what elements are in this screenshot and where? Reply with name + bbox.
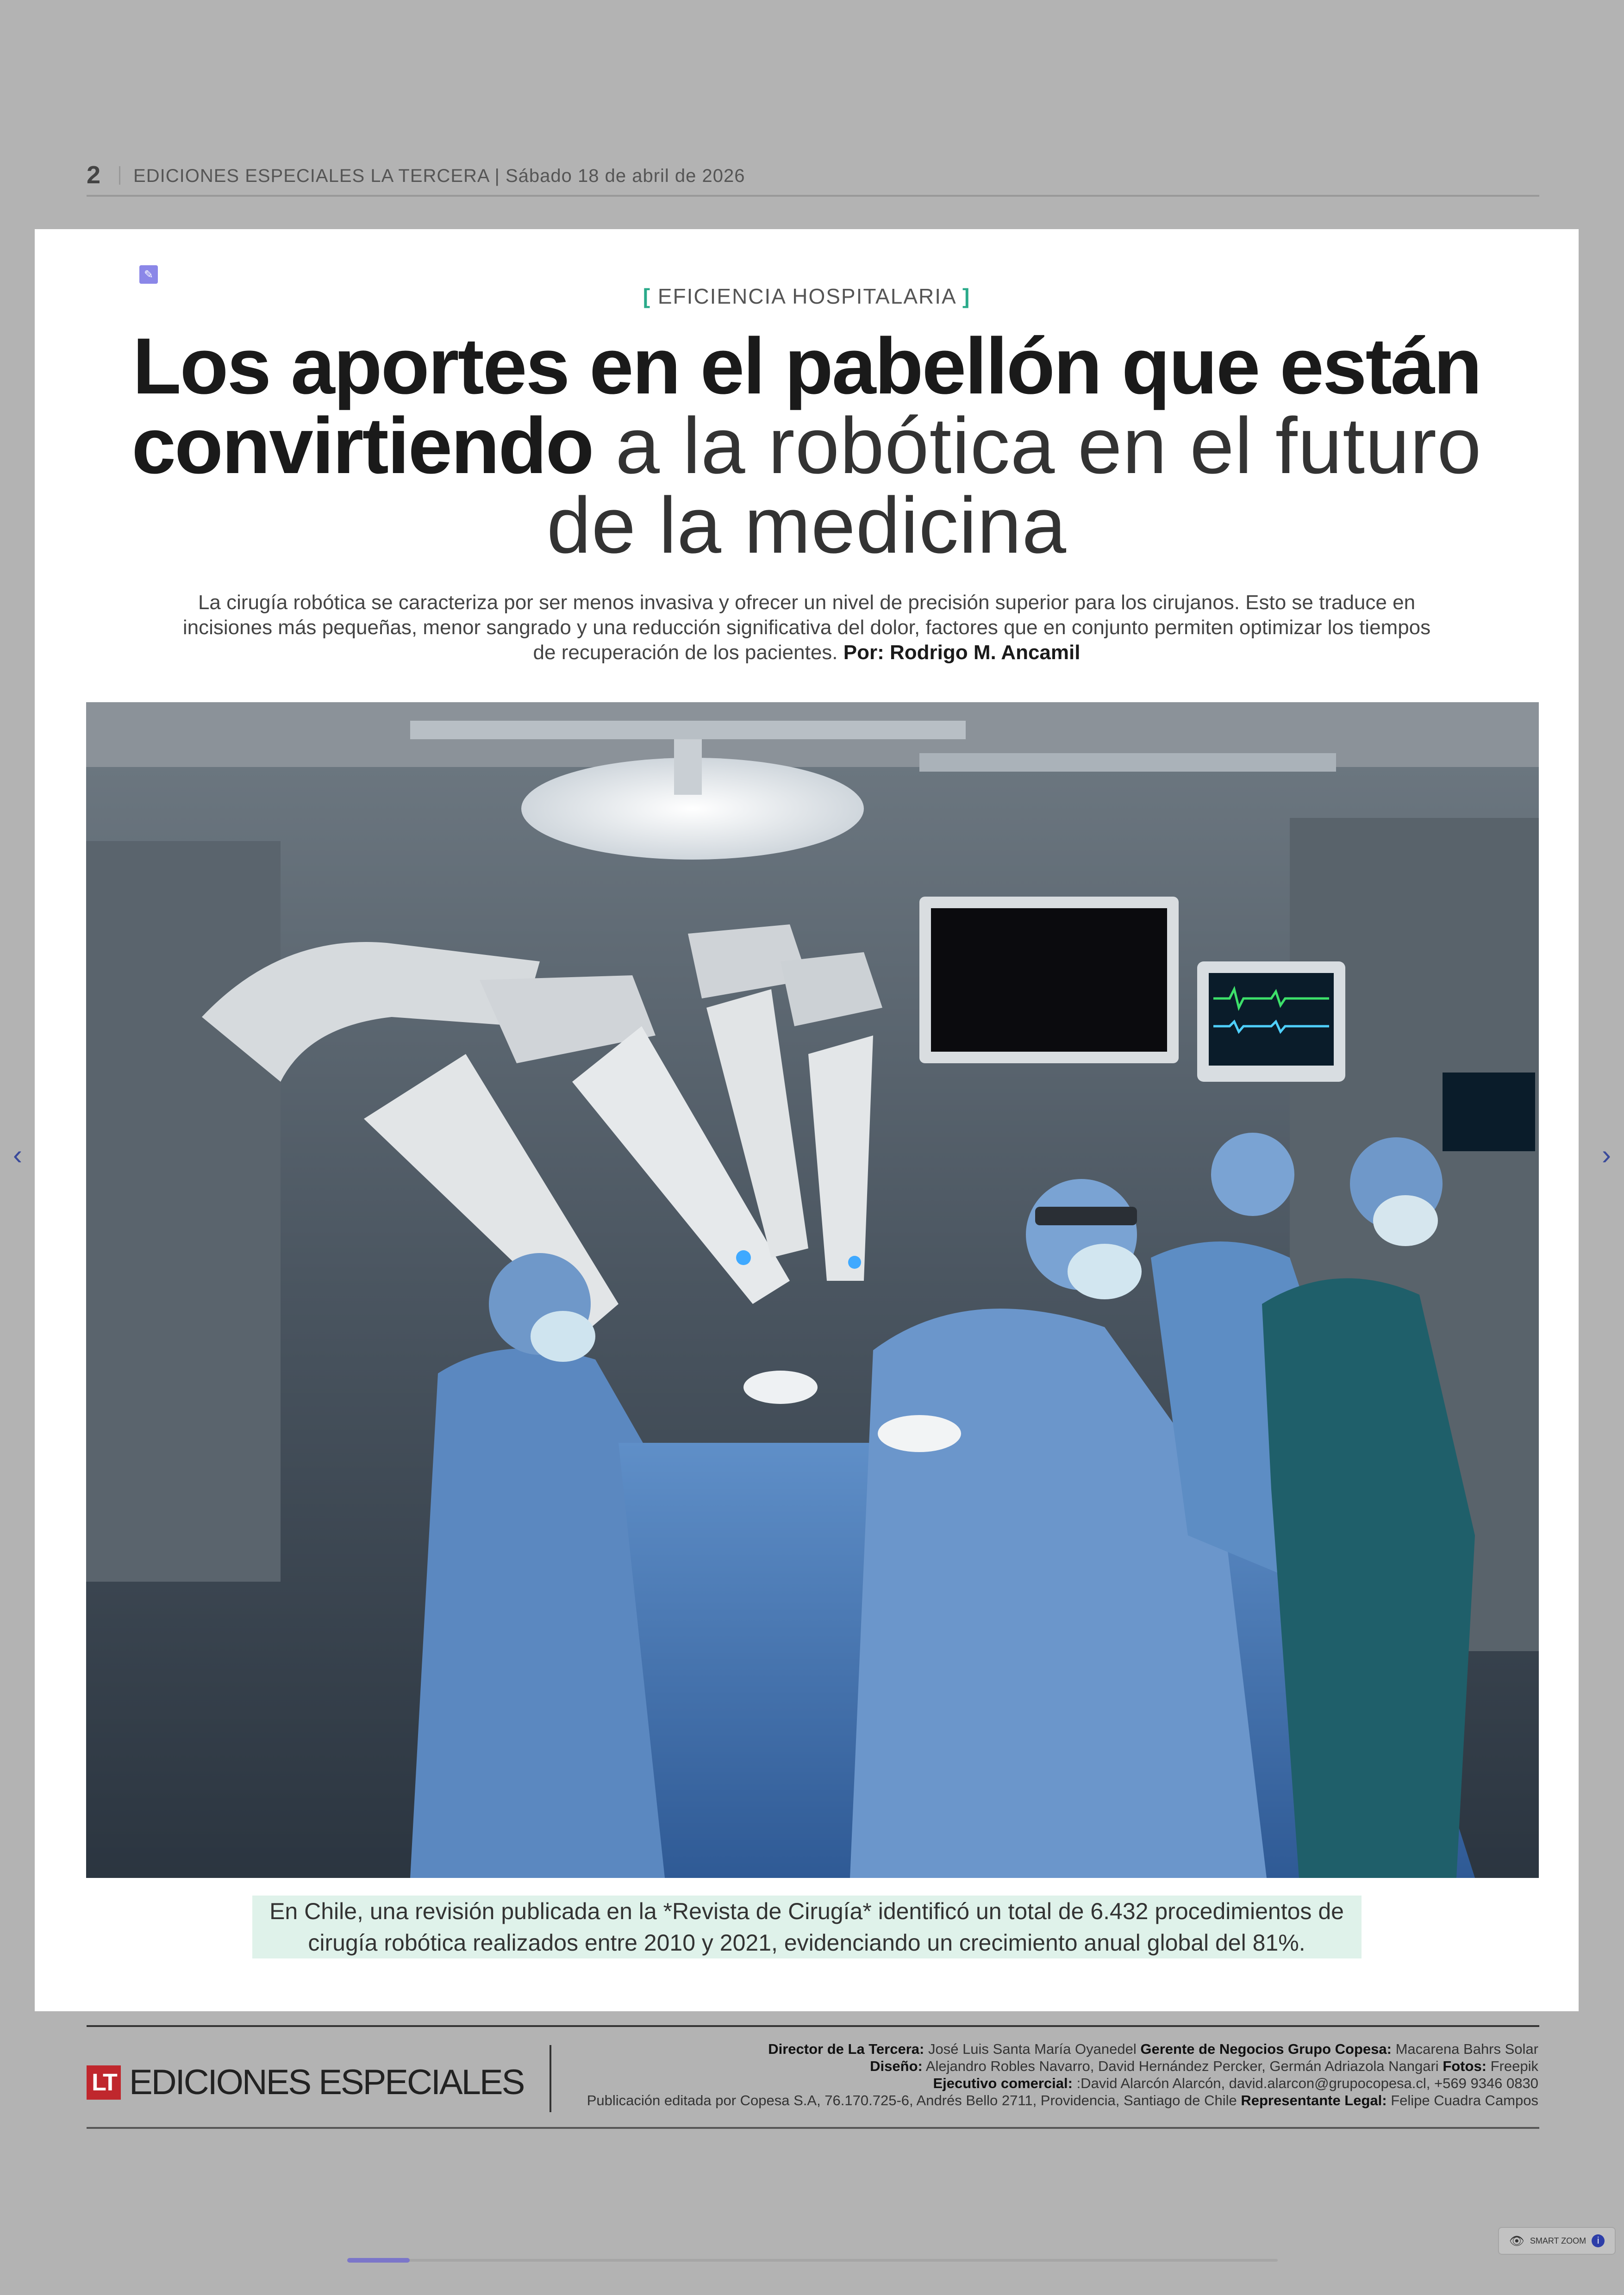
edit-icon[interactable]: ✎ (139, 265, 158, 284)
article-page (35, 229, 1579, 2011)
footer-divider (550, 2045, 551, 2112)
publication-line: EDICIONES ESPECIALES LA TERCERA | Sábado 18 de abril de 2026 (133, 166, 745, 186)
surgery-photo (86, 702, 1539, 1878)
headline-bold: Los aportes en el pabellón que están convirtiendo (131, 322, 1481, 490)
lt-logo-mark: LT (87, 2065, 121, 2100)
credits-line-4: Publicación editada por Copesa S.A, 76.170.725-6, Andrés Bello 2711, Providencia, Santiago de Chile Representante Legal: Felipe Cuadra Campos (587, 2092, 1538, 2108)
chevron-right-icon[interactable]: › (1602, 1139, 1611, 1170)
ediciones-especiales-logo (87, 2062, 524, 2102)
section-tag (35, 284, 1579, 309)
photo-caption (35, 1896, 1579, 1958)
section-label: EFICIENCIA HOSPITALARIA (657, 284, 956, 308)
smart-zoom-button[interactable] (1498, 2227, 1616, 2255)
lead-text: La cirugía robótica se caracteriza por ser menos invasiva y ofrecer un nivel de precisión superior para los cirujanos. Esto se traduce en incisiones más pequeñas, menor sangrado y una reducción significativa del dolor, factores que en conjunto permiten optimizar los tiempos de recuperación de los pacientes. (182, 591, 1431, 664)
page-progress-track[interactable] (347, 2259, 1278, 2262)
credits-line-3: Ejecutivo comercial: :David Alarcón Alarcón, david.alarcon@grupocopesa.cl, +569 9346 0830 (933, 2075, 1538, 2091)
chevron-left-icon[interactable]: ‹ (13, 1139, 22, 1170)
credits-block (565, 2040, 1538, 2109)
eye-icon: 👁 (1509, 2233, 1524, 2248)
info-icon[interactable]: i (1592, 2234, 1605, 2247)
headline (81, 322, 1532, 570)
smart-zoom-label: SMART ZOOM (1530, 2236, 1587, 2245)
page-header (87, 160, 1539, 197)
bracket-open: [ (643, 284, 651, 308)
page-number: 2 (87, 161, 101, 189)
byline: Por: Rodrigo M. Ancamil (843, 641, 1081, 664)
credits-line-2: Diseño: Alejandro Robles Navarro, David Hernández Percker, Germán Adriazola Nangari Fotos: Freepik (870, 2058, 1538, 2074)
lead-paragraph (174, 590, 1440, 665)
bracket-close: ] (962, 284, 971, 308)
logo-text: EDICIONES ESPECIALES (129, 2063, 524, 2102)
caption-text: En Chile, una revisión publicada en la *Revista de Cirugía* identificó un total de 6.432 procedimientos de cirugía robótica realizados entre 2010 y 2021, evidenciando un crecimiento anual global del 81%. (252, 1896, 1362, 1958)
page-progress-fill[interactable] (347, 2258, 410, 2263)
credits-line-1: Director de La Tercera: José Luis Santa María Oyanedel Gerente de Negocios Grupo Copesa: Macarena Bahrs Solar (768, 2041, 1538, 2057)
footer-rule-top (87, 2025, 1539, 2027)
headline-light: a la robótica en el futuro de la medicina (546, 401, 1482, 570)
header-divider (119, 166, 120, 185)
footer-rule-bottom (87, 2127, 1539, 2129)
